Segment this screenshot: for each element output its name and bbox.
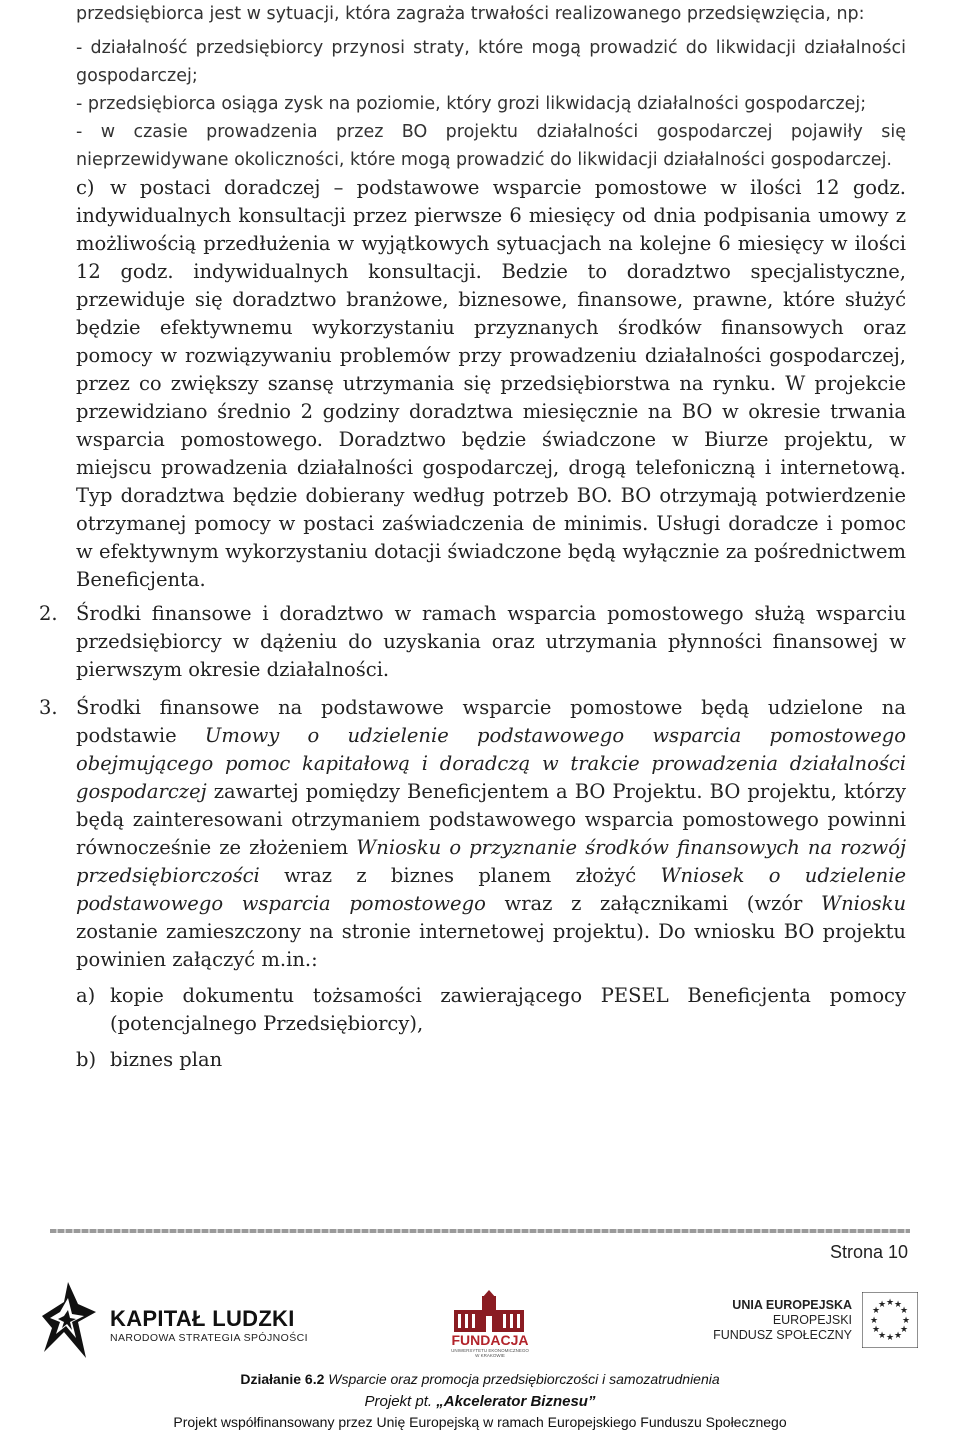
sub-item-a-marker: a)	[76, 984, 96, 1007]
svg-text:★: ★	[899, 1325, 909, 1335]
footer-logos	[0, 1280, 960, 1360]
footer-line-2	[0, 1393, 960, 1410]
svg-text:★: ★	[899, 1306, 909, 1316]
fundacja-name: FUNDACJA	[451, 1332, 529, 1348]
footer-divider	[50, 1229, 910, 1233]
item-2-text: Środki finansowe i doradztwo w ramach wsparcia pomostowego służą wsparciu przedsiębiorcy w dążeniu do uzyskania oraz utrzymania płynności finansowej w pierwszym okresie działalności.	[76, 602, 906, 681]
item-3-italic-3: Wniosek o udzielenie podstawowego wsparcia pomostowego	[76, 864, 906, 915]
item-3-italic-4: Wniosku	[821, 892, 907, 915]
svg-text:★: ★	[885, 1333, 895, 1343]
sub-item-a	[76, 982, 906, 1038]
item-c	[76, 174, 906, 202]
item-c-first-line: w postaci doradczej – podstawowe wsparcie pomostowe w ilości 12 godz.	[110, 176, 906, 199]
ue-text-block	[690, 1298, 852, 1343]
item-3-text-b: zawartej pomiędzy Beneficjentem a BO Projektu. BO projektu, którzy będą zainteresowani otrzymaniem podstawowego wsparcia pomostowego powinni równocześnie ze złożeniem	[76, 780, 906, 859]
sub-item-b-text: biznes plan	[110, 1048, 223, 1071]
footer-line-3: Projekt współfinansowany przez Unię Europejską w ramach Europejskiego Funduszu Społecznego	[173, 1414, 787, 1430]
ue-line-3: FUNDUSZ SPOŁECZNY	[713, 1328, 852, 1342]
footer-line-1	[0, 1371, 960, 1387]
intro-paragraph: przedsiębiorca jest w sytuacji, która zagraża trwałości realizowanego przedsięwzięcia, np:	[76, 4, 865, 24]
footer-action-desc: Wsparcie oraz promocja przedsiębiorczości i samozatrudnienia	[324, 1371, 720, 1387]
kapital-ludzki-subtitle: NARODOWA STRATEGIA SPÓJNOŚCI	[110, 1332, 308, 1344]
svg-text:★: ★	[885, 1298, 895, 1308]
item-c-text: indywidualnych konsultacji przez pierwsze 6 miesięcy od dnia podpisania umowy z możliwością przedłużenia w wyjątkowych sytuacjach na kolejne 6 miesięcy w ilości 12 godz. indywidualnych konsultacji. Bedzie to doradztwo specjalistyczne, przewiduje się doradztwo branżowe, biznesowe, finansowe, prawne, które służyć będzie efektywnemu wykorzystaniu przyznanych środków finansowych oraz pomocy w rozwiązywaniu problemów przy prowadzeniu działalności gospodarczej, przez co zwiększy szansę utrzymania się przedsiębiorstwa na rynku. W projekcie przewidziano średnio 2 godziny doradztwa miesięcznie na BO w okresie trwania wsparcia pomostowego. Doradztwo będzie świadczone w Biurze projektu, w miejscu prowadzenia działalności gospodarczej, drogą telefoniczną i internetową. Typ doradztwa będzie dobierany według potrzeb BO. BO otrzymają potwierdzenie otrzymanej pomocy w postaci zaświadczenia de minimis. Usługi doradcze i pomoc w efektywnym wykorzystaniu dotacji świadczone będą wyłącznie za pośrednictwem Beneficjenta.	[76, 204, 906, 591]
item-3-text	[76, 694, 906, 974]
dash-item-3: - w czasie prowadzenia przez BO projektu działalności gospodarczej pojawiły się nieprzewidywane okoliczności, które mogą prowadzić do likwidacji działalności gospodarczej.	[76, 122, 906, 170]
item-3-marker: 3.	[39, 696, 58, 719]
svg-text:★: ★	[871, 1306, 881, 1316]
svg-text:★: ★	[893, 1300, 903, 1310]
item-c-marker: c)	[76, 176, 95, 199]
page-number: Strona 10	[829, 1242, 908, 1262]
footer-project-name: „Akcelerator Biznesu”	[436, 1393, 596, 1410]
sub-item-b-marker: b)	[76, 1048, 97, 1071]
svg-text:★: ★	[877, 1300, 887, 1310]
document-body	[39, 0, 907, 1074]
item-2	[39, 600, 906, 684]
svg-text:★: ★	[901, 1316, 911, 1326]
kapital-ludzki-title: KAPITAŁ LUDZKI	[110, 1306, 295, 1331]
item-3-text-c: wraz z biznes planem złożyć	[259, 864, 661, 887]
sub-item-a-text: kopie dokumentu tożsamości zawierającego PESEL Beneficjenta pomocy (potencjalnego Przedsiębiorcy),	[110, 984, 906, 1035]
footer-project-prefix: Projekt pt.	[364, 1393, 437, 1410]
svg-text:★: ★	[893, 1331, 903, 1341]
item-3	[39, 694, 907, 974]
ue-line-2: EUROPEJSKI	[772, 1313, 852, 1327]
kapital-ludzki-logo-icon	[38, 1282, 96, 1358]
footer-action: Działanie 6.2	[240, 1371, 325, 1387]
item-3-text-d: wraz z załącznikami (wzór	[485, 892, 822, 915]
svg-text:★: ★	[869, 1316, 879, 1326]
svg-text:★: ★	[871, 1325, 881, 1335]
item-2-marker: 2.	[39, 602, 58, 625]
item-3-text-a: Środki finansowe na podstawowe wsparcie pomostowe będą udzielone na podstawie	[76, 696, 906, 747]
item-3-text-e: zostanie zamieszczony na stronie internetowej projektu). Do wniosku BO projektu powinien załączyć m.in.:	[76, 920, 906, 971]
eu-flag-icon	[862, 1292, 918, 1348]
sub-item-b	[76, 1046, 906, 1074]
item-3-italic-2: Wniosku o przyznanie środków finansowych na rozwój przedsiębiorczości	[76, 836, 907, 887]
dash-item-1: - działalność przedsiębiorcy przynosi straty, które mogą prowadzić do likwidacji działalności gospodarczej;	[76, 38, 906, 86]
dash-item-2: - przedsiębiorca osiąga zysk na poziomie, który grozi likwidacją działalności gospodarczej;	[76, 94, 867, 114]
fundacja-subtitle: UNIWERSYTETU EKONOMICZNEGO W KRAKOWIE	[451, 1348, 529, 1358]
ue-line-1: UNIA EUROPEJSKA	[732, 1298, 852, 1312]
item-3-italic-1: Umowy o udzielenie podstawowego wsparcia pomostowego obejmującego pomoc kapitałową i doradczą w trakcie prowadzenia działalności gospodarczej	[76, 724, 906, 803]
svg-text:★: ★	[877, 1331, 887, 1341]
